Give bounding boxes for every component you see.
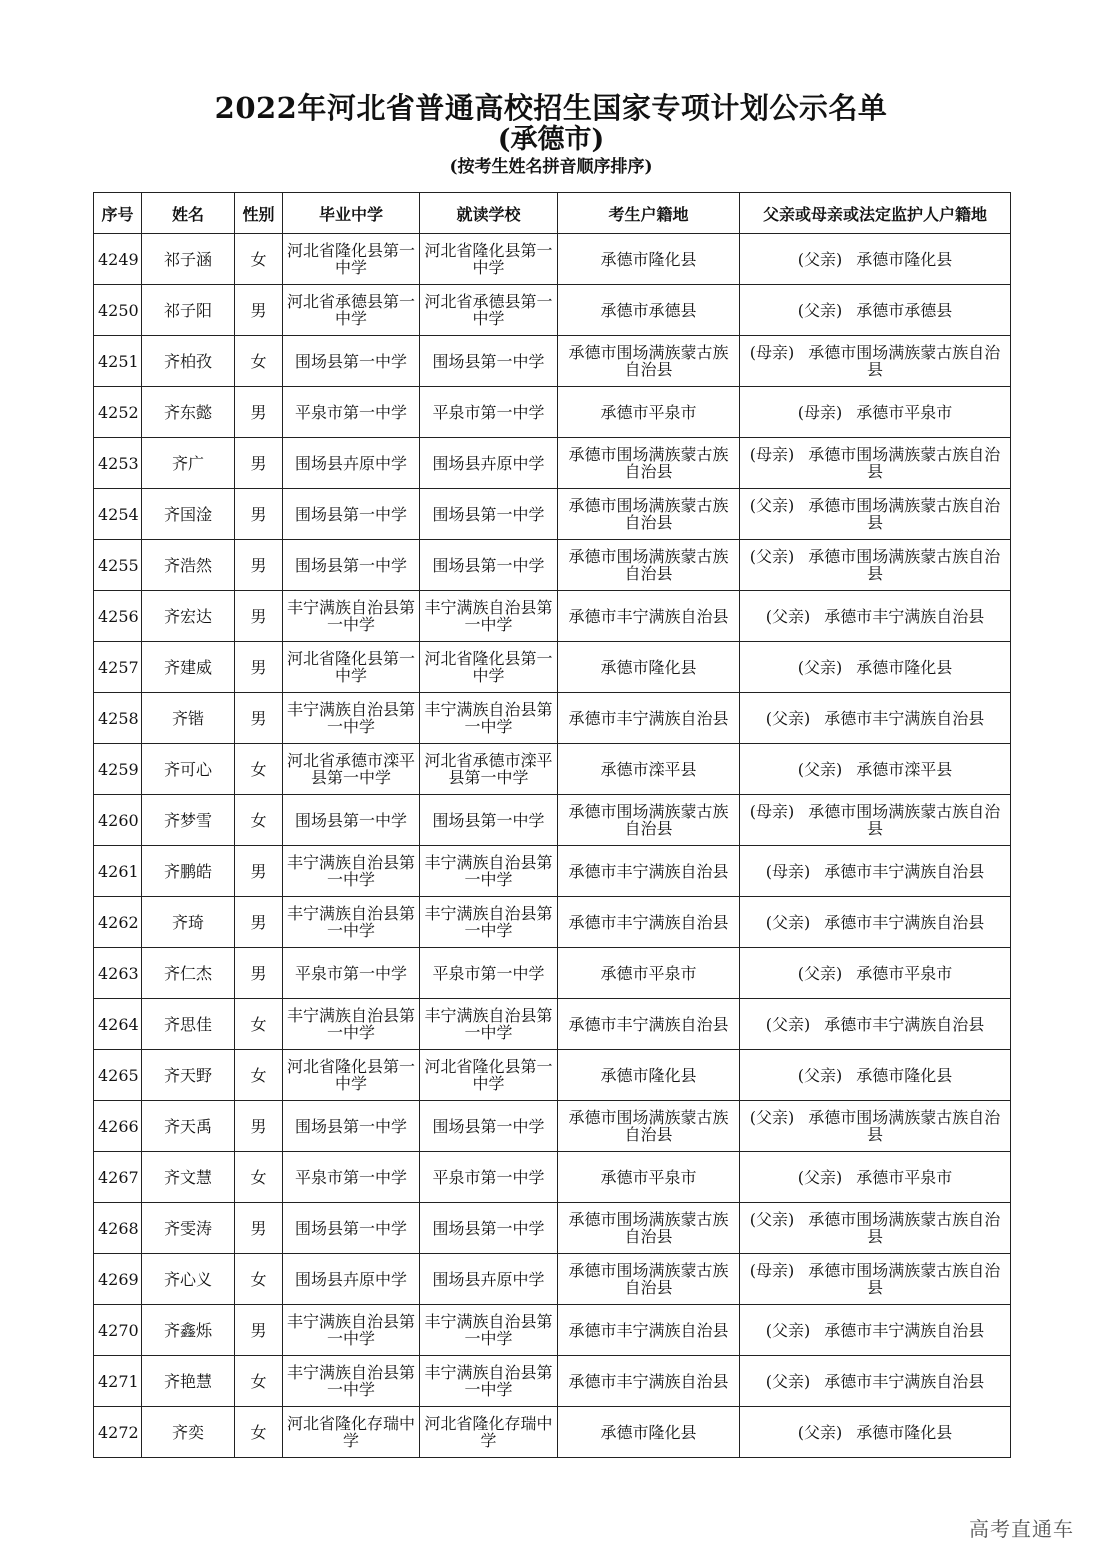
cell-seq: 4256: [94, 591, 142, 642]
cell-grad-school: 丰宁满族自治县第一中学: [283, 999, 420, 1050]
cell-guardian-household: [740, 744, 1011, 795]
cell-grad-school: 丰宁满族自治县第一中学: [283, 1305, 420, 1356]
guardian-household-place: 承德市丰宁满族自治县: [824, 708, 985, 728]
cell-current-school: 河北省隆化县第一中学: [420, 1050, 558, 1101]
cell-grad-school: 河北省隆化县第一中学: [283, 234, 420, 285]
cell-guardian-household: [740, 948, 1011, 999]
cell-gender: 女: [235, 1152, 283, 1203]
watermark-text: 高考直通车: [969, 1517, 1074, 1541]
table-row: [94, 285, 1011, 336]
guardian-relation: (父亲): [765, 606, 811, 626]
cell-gender: 男: [235, 846, 283, 897]
guardian-relation: (父亲): [765, 1371, 811, 1391]
cell-name: 齐艳慧: [142, 1356, 235, 1407]
cell-name: 齐鹏皓: [142, 846, 235, 897]
cell-name: 齐天禹: [142, 1101, 235, 1152]
cell-gender: 男: [235, 591, 283, 642]
cell-seq: 4253: [94, 438, 142, 489]
header-current-school: 就读学校: [420, 193, 558, 234]
cell-grad-school: 河北省隆化县第一中学: [283, 1050, 420, 1101]
cell-grad-school: 围场县第一中学: [283, 336, 420, 387]
cell-gender: 男: [235, 1101, 283, 1152]
cell-grad-school: 平泉市第一中学: [283, 948, 420, 999]
cell-guardian-household: [740, 1254, 1011, 1305]
cell-current-school: 丰宁满族自治县第一中学: [420, 999, 558, 1050]
cell-name: 齐建威: [142, 642, 235, 693]
cell-seq: 4260: [94, 795, 142, 846]
table-body: [94, 234, 1011, 1458]
cell-guardian-household: [740, 642, 1011, 693]
cell-guardian-household: [740, 1152, 1011, 1203]
cell-name: 齐可心: [142, 744, 235, 795]
cell-current-school: 丰宁满族自治县第一中学: [420, 846, 558, 897]
cell-current-school: 丰宁满族自治县第一中学: [420, 693, 558, 744]
header-guardian-household: 父亲或母亲或法定监护人户籍地: [740, 193, 1011, 234]
sort-note: (按考生姓名拼音顺序排序): [449, 157, 653, 177]
cell-current-school: 丰宁满族自治县第一中学: [420, 897, 558, 948]
cell-guardian-household: [740, 438, 1011, 489]
table-row: [94, 387, 1011, 438]
guardian-relation: (父亲): [797, 300, 843, 320]
cell-household: 承德市围场满族蒙古族自治县: [558, 1101, 740, 1152]
cell-grad-school: 河北省隆化存瑞中学: [283, 1407, 420, 1458]
guardian-relation: (父亲): [797, 1167, 843, 1187]
table-row: [94, 336, 1011, 387]
cell-gender: 女: [235, 336, 283, 387]
cell-household: 承德市滦平县: [558, 744, 740, 795]
cell-household: 承德市围场满族蒙古族自治县: [558, 489, 740, 540]
cell-grad-school: 围场县第一中学: [283, 1203, 420, 1254]
cell-grad-school: 围场县第一中学: [283, 1101, 420, 1152]
cell-gender: 女: [235, 795, 283, 846]
cell-gender: 男: [235, 387, 283, 438]
table-row: [94, 693, 1011, 744]
cell-seq: 4261: [94, 846, 142, 897]
cell-household: 承德市隆化县: [558, 1050, 740, 1101]
cell-guardian-household: [740, 846, 1011, 897]
document-subtitle: (承德市): [497, 124, 605, 155]
cell-seq: 4258: [94, 693, 142, 744]
cell-guardian-household: [740, 795, 1011, 846]
guardian-relation: (母亲): [765, 861, 811, 881]
cell-household: 承德市围场满族蒙古族自治县: [558, 795, 740, 846]
cell-guardian-household: [740, 693, 1011, 744]
guardian-relation: (父亲): [797, 657, 843, 677]
cell-name: 齐东懿: [142, 387, 235, 438]
cell-household: 承德市丰宁满族自治县: [558, 897, 740, 948]
cell-current-school: 围场县第一中学: [420, 540, 558, 591]
table-row: [94, 999, 1011, 1050]
cell-seq: 4252: [94, 387, 142, 438]
table-row: [94, 1203, 1011, 1254]
cell-guardian-household: [740, 489, 1011, 540]
guardian-household-place: 承德市围场满族蒙古族自治县: [808, 1210, 1001, 1246]
cell-gender: 女: [235, 1407, 283, 1458]
cell-current-school: 河北省承德县第一中学: [420, 285, 558, 336]
cell-grad-school: 平泉市第一中学: [283, 1152, 420, 1203]
cell-seq: 4270: [94, 1305, 142, 1356]
cell-household: 承德市丰宁满族自治县: [558, 591, 740, 642]
guardian-relation: (母亲): [749, 1261, 795, 1280]
cell-current-school: 平泉市第一中学: [420, 1152, 558, 1203]
guardian-household-place: 承德市丰宁满族自治县: [824, 1014, 985, 1034]
guardian-relation: (父亲): [765, 1320, 811, 1340]
cell-name: 齐心义: [142, 1254, 235, 1305]
table-row: [94, 540, 1011, 591]
cell-guardian-household: [740, 1407, 1011, 1458]
guardian-relation: (父亲): [797, 249, 843, 269]
guardian-household-place: 承德市丰宁满族自治县: [824, 1371, 985, 1391]
cell-guardian-household: [740, 1203, 1011, 1254]
guardian-household-place: 承德市围场满族蒙古族自治县: [808, 1108, 1001, 1144]
cell-grad-school: 河北省承德县第一中学: [283, 285, 420, 336]
cell-gender: 女: [235, 234, 283, 285]
cell-household: 承德市丰宁满族自治县: [558, 1356, 740, 1407]
cell-gender: 男: [235, 489, 283, 540]
cell-household: 承德市平泉市: [558, 387, 740, 438]
table-row: [94, 846, 1011, 897]
table-row: [94, 744, 1011, 795]
cell-current-school: 丰宁满族自治县第一中学: [420, 1356, 558, 1407]
cell-seq: 4262: [94, 897, 142, 948]
table-row: [94, 489, 1011, 540]
guardian-household-place: 承德市平泉市: [856, 1167, 953, 1187]
cell-current-school: 平泉市第一中学: [420, 387, 558, 438]
cell-seq: 4251: [94, 336, 142, 387]
cell-name: 齐奕: [142, 1407, 235, 1458]
cell-household: 承德市隆化县: [558, 642, 740, 693]
table-row: [94, 1356, 1011, 1407]
cell-guardian-household: [740, 234, 1011, 285]
cell-grad-school: 平泉市第一中学: [283, 387, 420, 438]
cell-household: 承德市围场满族蒙古族自治县: [558, 336, 740, 387]
cell-household: 承德市丰宁满族自治县: [558, 999, 740, 1050]
cell-name: 祁子阳: [142, 285, 235, 336]
guardian-relation: (母亲): [749, 445, 795, 464]
cell-seq: 4263: [94, 948, 142, 999]
cell-current-school: 河北省隆化存瑞中学: [420, 1407, 558, 1458]
table-row: [94, 438, 1011, 489]
table-header-row: [94, 193, 1011, 234]
cell-name: 祁子涵: [142, 234, 235, 285]
cell-guardian-household: [740, 999, 1011, 1050]
cell-name: 齐天野: [142, 1050, 235, 1101]
cell-household: 承德市丰宁满族自治县: [558, 1305, 740, 1356]
cell-seq: 4249: [94, 234, 142, 285]
cell-household: 承德市围场满族蒙古族自治县: [558, 1254, 740, 1305]
table-row: [94, 1050, 1011, 1101]
guardian-relation: (父亲): [765, 912, 811, 932]
guardian-household-place: 承德市围场满族蒙古族自治县: [808, 343, 1001, 379]
cell-seq: 4265: [94, 1050, 142, 1101]
table-row: [94, 1407, 1011, 1458]
cell-name: 齐梦雪: [142, 795, 235, 846]
cell-grad-school: 围场县第一中学: [283, 489, 420, 540]
guardian-household-place: 承德市丰宁满族自治县: [824, 1320, 985, 1340]
guardian-relation: (父亲): [765, 1014, 811, 1034]
table-row: [94, 642, 1011, 693]
cell-guardian-household: [740, 1101, 1011, 1152]
cell-household: 承德市隆化县: [558, 234, 740, 285]
cell-name: 齐柏孜: [142, 336, 235, 387]
cell-grad-school: 围场县卉原中学: [283, 438, 420, 489]
cell-household: 承德市平泉市: [558, 948, 740, 999]
cell-household: 承德市隆化县: [558, 1407, 740, 1458]
cell-name: 齐宏达: [142, 591, 235, 642]
cell-current-school: 丰宁满族自治县第一中学: [420, 591, 558, 642]
cell-guardian-household: [740, 540, 1011, 591]
cell-household: 承德市围场满族蒙古族自治县: [558, 1203, 740, 1254]
guardian-relation: (父亲): [765, 708, 811, 728]
guardian-household-place: 承德市围场满族蒙古族自治县: [808, 1261, 1001, 1297]
cell-gender: 男: [235, 642, 283, 693]
guardian-household-place: 承德市平泉市: [856, 402, 953, 422]
guardian-household-place: 承德市丰宁满族自治县: [824, 861, 985, 881]
guardian-relation: (父亲): [749, 547, 795, 566]
cell-current-school: 河北省隆化县第一中学: [420, 234, 558, 285]
cell-gender: 女: [235, 744, 283, 795]
cell-current-school: 围场县卉原中学: [420, 438, 558, 489]
guardian-household-place: 承德市丰宁满族自治县: [824, 606, 985, 626]
cell-grad-school: 河北省承德市滦平县第一中学: [283, 744, 420, 795]
cell-grad-school: 围场县第一中学: [283, 540, 420, 591]
cell-household: 承德市平泉市: [558, 1152, 740, 1203]
cell-guardian-household: [740, 1305, 1011, 1356]
cell-name: 齐国淦: [142, 489, 235, 540]
table-row: [94, 1101, 1011, 1152]
cell-grad-school: 丰宁满族自治县第一中学: [283, 1356, 420, 1407]
cell-guardian-household: [740, 897, 1011, 948]
guardian-relation: (父亲): [749, 496, 795, 515]
cell-household: 承德市承德县: [558, 285, 740, 336]
guardian-relation: (母亲): [749, 802, 795, 821]
cell-current-school: 围场县第一中学: [420, 1101, 558, 1152]
guardian-household-place: 承德市围场满族蒙古族自治县: [808, 445, 1001, 481]
cell-seq: 4266: [94, 1101, 142, 1152]
cell-guardian-household: [740, 387, 1011, 438]
cell-seq: 4268: [94, 1203, 142, 1254]
cell-household: 承德市围场满族蒙古族自治县: [558, 540, 740, 591]
cell-seq: 4259: [94, 744, 142, 795]
cell-current-school: 平泉市第一中学: [420, 948, 558, 999]
cell-grad-school: 围场县卉原中学: [283, 1254, 420, 1305]
cell-guardian-household: [740, 1050, 1011, 1101]
guardian-relation: (母亲): [749, 343, 795, 362]
cell-guardian-household: [740, 591, 1011, 642]
guardian-household-place: 承德市隆化县: [856, 1422, 953, 1442]
cell-gender: 男: [235, 285, 283, 336]
header-seq: 序号: [94, 193, 142, 234]
cell-current-school: 围场县第一中学: [420, 489, 558, 540]
guardian-relation: (父亲): [797, 759, 843, 779]
cell-name: 齐浩然: [142, 540, 235, 591]
cell-seq: 4255: [94, 540, 142, 591]
cell-current-school: 河北省隆化县第一中学: [420, 642, 558, 693]
cell-name: 齐仁杰: [142, 948, 235, 999]
guardian-relation: (父亲): [797, 963, 843, 983]
cell-guardian-household: [740, 285, 1011, 336]
cell-gender: 男: [235, 897, 283, 948]
cell-guardian-household: [740, 336, 1011, 387]
table-row: [94, 591, 1011, 642]
guardian-household-place: 承德市隆化县: [856, 1065, 953, 1085]
cell-household: 承德市丰宁满族自治县: [558, 846, 740, 897]
cell-gender: 男: [235, 1305, 283, 1356]
table-row: [94, 234, 1011, 285]
cell-gender: 男: [235, 948, 283, 999]
header-name: 姓名: [142, 193, 235, 234]
cell-name: 齐思佳: [142, 999, 235, 1050]
cell-grad-school: 丰宁满族自治县第一中学: [283, 897, 420, 948]
cell-grad-school: 丰宁满族自治县第一中学: [283, 591, 420, 642]
cell-household: 承德市丰宁满族自治县: [558, 693, 740, 744]
cell-gender: 女: [235, 1254, 283, 1305]
cell-current-school: 围场县卉原中学: [420, 1254, 558, 1305]
document-title: 2022年河北省普通高校招生国家专项计划公示名单: [214, 91, 888, 125]
header-grad-school: 毕业中学: [283, 193, 420, 234]
cell-seq: 4254: [94, 489, 142, 540]
cell-seq: 4264: [94, 999, 142, 1050]
cell-gender: 女: [235, 999, 283, 1050]
guardian-relation: (父亲): [797, 1065, 843, 1085]
table-row: [94, 1254, 1011, 1305]
cell-current-school: 围场县第一中学: [420, 795, 558, 846]
cell-grad-school: 丰宁满族自治县第一中学: [283, 846, 420, 897]
cell-gender: 男: [235, 540, 283, 591]
header-gender: 性别: [235, 193, 283, 234]
cell-name: 齐鑫烁: [142, 1305, 235, 1356]
table-row: [94, 1152, 1011, 1203]
cell-current-school: 丰宁满族自治县第一中学: [420, 1305, 558, 1356]
guardian-household-place: 承德市围场满族蒙古族自治县: [808, 802, 1001, 838]
cell-guardian-household: [740, 1356, 1011, 1407]
cell-grad-school: 围场县第一中学: [283, 795, 420, 846]
table-row: [94, 795, 1011, 846]
cell-current-school: 围场县第一中学: [420, 1203, 558, 1254]
cell-seq: 4272: [94, 1407, 142, 1458]
cell-household: 承德市围场满族蒙古族自治县: [558, 438, 740, 489]
cell-grad-school: 丰宁满族自治县第一中学: [283, 693, 420, 744]
cell-current-school: 围场县第一中学: [420, 336, 558, 387]
guardian-relation: (父亲): [749, 1108, 795, 1127]
cell-seq: 4271: [94, 1356, 142, 1407]
guardian-relation: (母亲): [797, 402, 843, 422]
cell-current-school: 河北省承德市滦平县第一中学: [420, 744, 558, 795]
guardian-household-place: 承德市围场满族蒙古族自治县: [808, 547, 1001, 583]
cell-name: 齐琦: [142, 897, 235, 948]
cell-name: 齐锴: [142, 693, 235, 744]
guardian-household-place: 承德市丰宁满族自治县: [824, 912, 985, 932]
guardian-household-place: 承德市隆化县: [856, 657, 953, 677]
cell-gender: 女: [235, 1356, 283, 1407]
cell-gender: 男: [235, 693, 283, 744]
table-row: [94, 1305, 1011, 1356]
header-household: 考生户籍地: [558, 193, 740, 234]
guardian-household-place: 承德市滦平县: [856, 759, 953, 779]
cell-name: 齐广: [142, 438, 235, 489]
cell-seq: 4269: [94, 1254, 142, 1305]
table-row: [94, 948, 1011, 999]
cell-seq: 4250: [94, 285, 142, 336]
cell-seq: 4267: [94, 1152, 142, 1203]
guardian-household-place: 承德市隆化县: [856, 249, 953, 269]
cell-gender: 女: [235, 1050, 283, 1101]
guardian-household-place: 承德市平泉市: [856, 963, 953, 983]
cell-gender: 男: [235, 438, 283, 489]
cell-grad-school: 河北省隆化县第一中学: [283, 642, 420, 693]
cell-name: 齐文慧: [142, 1152, 235, 1203]
cell-seq: 4257: [94, 642, 142, 693]
guardian-household-place: 承德市承德县: [856, 300, 953, 320]
candidate-table: [93, 192, 1011, 1458]
guardian-relation: (父亲): [749, 1210, 795, 1229]
table-row: [94, 897, 1011, 948]
cell-name: 齐雯涛: [142, 1203, 235, 1254]
cell-gender: 男: [235, 1203, 283, 1254]
guardian-household-place: 承德市围场满族蒙古族自治县: [808, 496, 1001, 532]
guardian-relation: (父亲): [797, 1422, 843, 1442]
